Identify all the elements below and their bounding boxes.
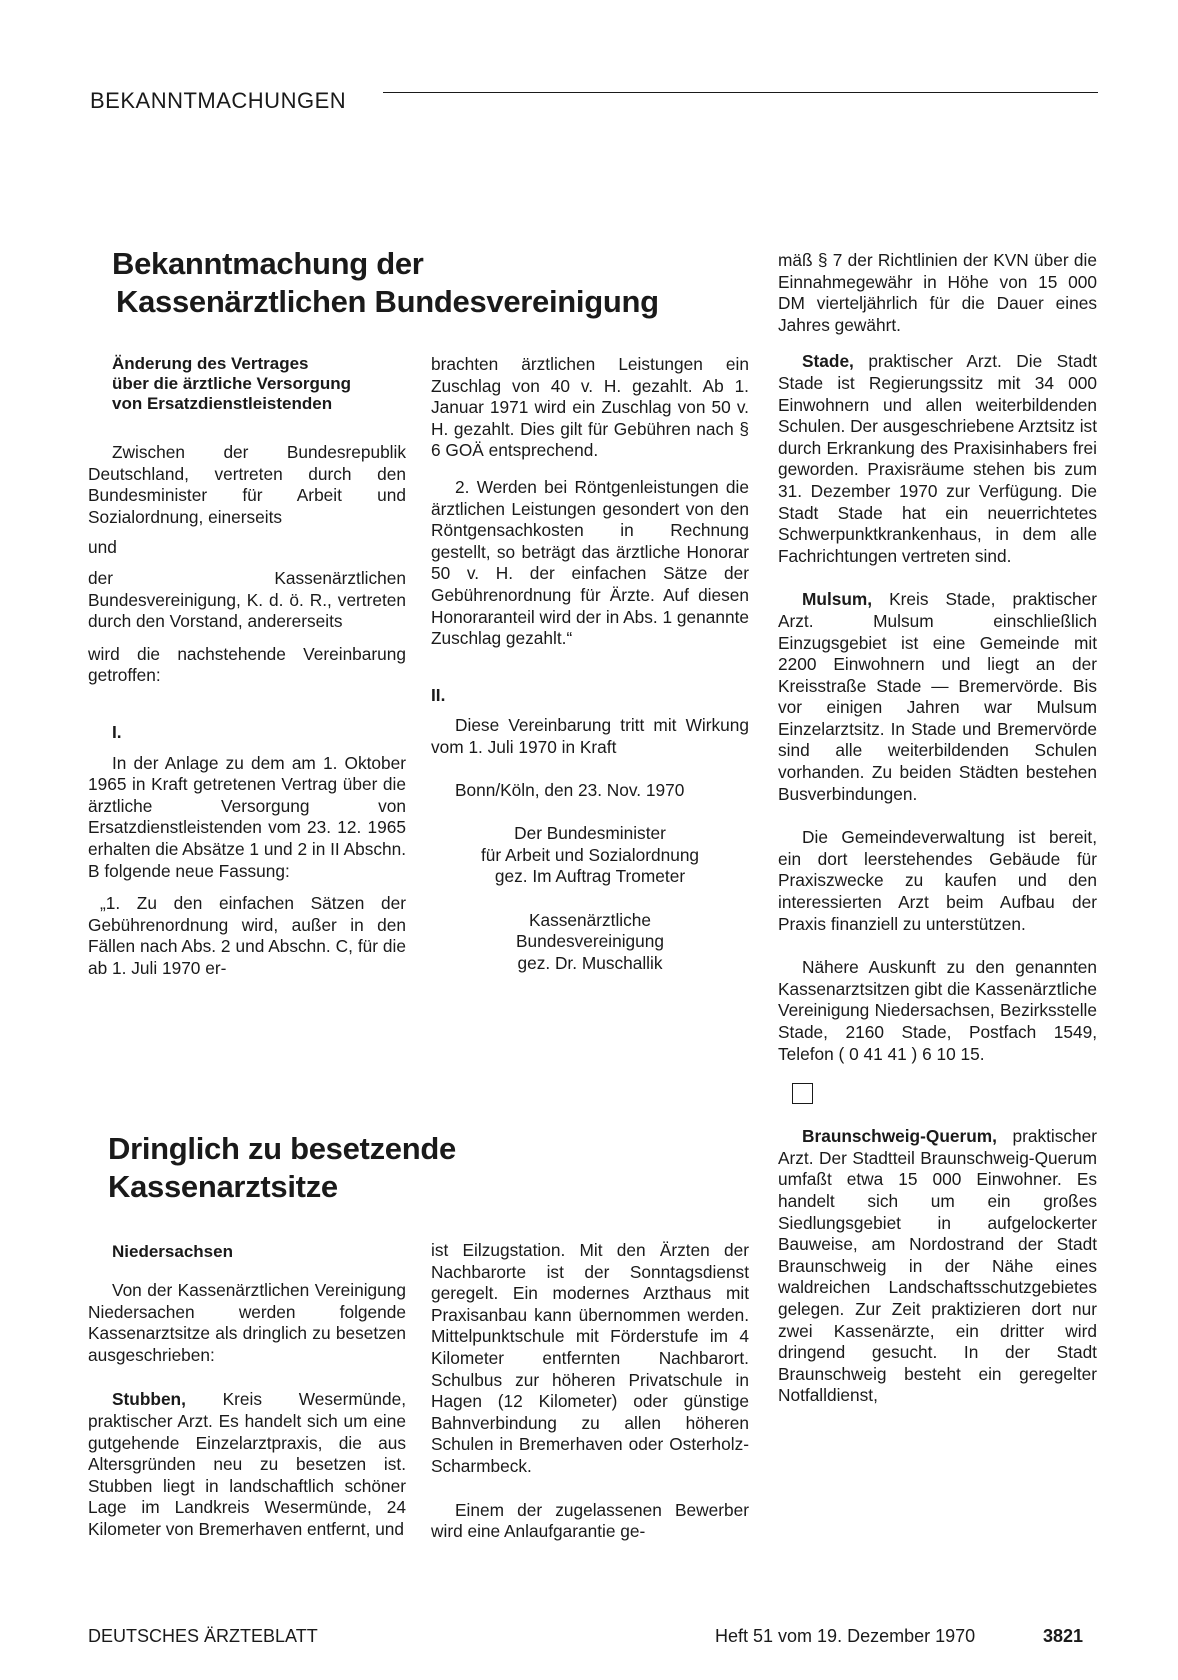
listing-mulsum-title: Mulsum,	[802, 589, 873, 610]
article2-title-line2: Kassenarztsitze	[108, 1169, 338, 1204]
article1-subtitle-line1: Änderung des Vertrages	[112, 354, 309, 373]
article1-paragraph: der Kassenärztlichen Bundesvereinigung, K. d. ö. R., vertreten durch den Vorstand, andererseits	[88, 567, 406, 632]
article2-title-line1: Dringlich zu besetzende	[108, 1131, 456, 1166]
signature-line: gez. Im Auftrag Trometer	[494, 866, 686, 887]
signature-line: Kassenärztliche	[529, 909, 651, 930]
article1-subtitle-line2: über die ärztliche Versorgung	[112, 374, 352, 393]
article2-paragraph: Von der Kassenärztlichen Vereinigung Niedersachen werden folgende Kassenarztsitze als dringlich zu besetzen ausgeschrieben:	[88, 1280, 406, 1365]
footer-journal: DEUTSCHES ÄRZTEBLATT	[88, 1626, 318, 1646]
listing-braunschweig	[778, 1126, 1097, 1407]
right-paragraph: Die Gemeindeverwaltung ist bereit, ein dort leerstehendes Gebäude für Praxiszwecke zu kaufen und den interessierten Arzt beim Aufbau der Praxis finanziell zu unterstützen.	[778, 827, 1097, 934]
article2-region: Niedersachsen	[112, 1242, 233, 1261]
article1-place-date: Bonn/Köln, den 23. Nov. 1970	[455, 779, 685, 800]
listing-stade-text: praktischer Arzt. Die Stadt Stade ist Regierungssitz mit 34 000 Einwohnern und allen weiterbildenden Schulen. Der ausgeschriebene Arztsitz ist durch Erkrankung des Praxisinhabers frei geworden. Praxisräume stehen bis zum 31. Dezember 1970 zur Verfügung. Die Stadt Stade hat ein neuerrichtetes Schwerpunktkrankenhaus, in dem alle Fachrichtungen vertreten sind.	[778, 351, 1097, 566]
listing-braunschweig-title: Braunschweig-Querum,	[802, 1126, 997, 1147]
right-paragraph: mäß § 7 der Richtlinien der KVN über die Einnahmegewähr in Höhe von 15 000 DM vierteljährlich für die Dauer eines Jahres gewährt.	[778, 250, 1097, 335]
section-label: BEKANNTMACHUNGEN	[90, 88, 347, 113]
article1-section-ii: II.	[431, 684, 446, 705]
article2-column-1	[88, 1242, 406, 1541]
article1-paragraph: 2. Werden bei Röntgenleistungen die ärztlichen Leistungen gesondert von den Röntgensachkosten in Rechnung gestellt, so beträgt das ärztliche Honorar 50 v. H. der einfachen Sätze der Gebührenordnung für Ärzte. Auf diesen Honoraranteil wird der in Abs. 1 genannte Zuschlag gezahlt.“	[431, 476, 749, 649]
signature-line: für Arbeit und Sozialordnung	[480, 844, 700, 865]
listing-mulsum	[778, 589, 1097, 805]
right-column	[778, 250, 1097, 1407]
right-paragraph: Nähere Auskunft zu den genannten Kassenarztsitzen gibt die Kassenärztliche Vereinigung Niedersachsen, Bezirksstelle Stade, 2160 Stade, Postfach 1549, Telefon ( 0 41 41 ) 6 10 15.	[778, 957, 1097, 1064]
article1-paragraph: „1. Zu den einfachen Sätzen der Gebührenordnung wird, außer in den Fällen nach Abs. 2 und Abschn. C, für die ab 1. Juli 1970 er-	[88, 893, 406, 978]
article2-paragraph: Einem der zugelassenen Bewerber wird eine Anlaufgarantie ge-	[431, 1499, 749, 1542]
listing-stubben	[88, 1389, 406, 1540]
listing-stade-title: Stade,	[802, 351, 854, 372]
listing-mulsum-text: Kreis Stade, praktischer Arzt. Mulsum einschließlich Einzugsgebiet ist eine Gemeinde mit 2200 Einwohnern und liegt an der Kreisstraße Stade — Bremervörde. Bis vor einigen Jahren war Mulsum Einzelarztsitz. In Stade und Bremervörde sind alle weiterbildenden Schulen vorhanden. Zu beiden Städten bestehen Busverbindungen.	[778, 589, 1097, 804]
article1-subtitle	[112, 354, 406, 414]
footer-issue: Heft 51 vom 19. Dezember 1970	[715, 1626, 976, 1646]
listing-stade	[778, 351, 1097, 567]
footer-page-number: 3821	[1043, 1626, 1084, 1646]
article1-title-line1: Bekanntmachung der	[112, 246, 424, 281]
listing-stubben-text: Kreis Wesermünde, praktischer Arzt. Es handelt sich um eine gutgehende Einzelarztpraxis, die aus Altersgründen neu zu besetzen ist. Stubben liegt in landschaftlich schöner Lage im Landkreis Wesermünde, 24 Kilometer von Bremerhaven entfernt, und	[88, 1389, 406, 1539]
listing-braunschweig-text: praktischer Arzt. Der Stadtteil Braunschweig-Querum umfaßt etwa 15 000 Einwohner. Es handelt sich um ein großes Siedlungsgebiet in aufgelockerter Bauweise, am Nordostrand der Stadt Braunschweig in der Nähe eines waldreichen Landschaftsschutzgebietes gelegen. Zur Zeit praktizieren dort nur zwei Kassenärzte, ein dritter wird dringend gesucht. In der Stadt Braunschweig besteht ein geregelter Notfalldienst,	[778, 1126, 1097, 1406]
end-of-section-box-icon	[792, 1083, 813, 1104]
article2-title	[108, 1130, 456, 1206]
article1-paragraph: brachten ärztlichen Leistungen ein Zuschlag von 40 v. H. gezahlt. Ab 1. Januar 1971 wird ein Zuschlag von 50 v. H. gezahlt. Dies gilt für Gebühren nach § 6 GOÄ entsprechend.	[431, 354, 749, 461]
article1-paragraph: In der Anlage zu dem am 1. Oktober 1965 in Kraft getretenen Vertrag über die ärztliche Versorgung von Ersatzdienstleistenden vom 23. 12. 1965 erhalten die Absätze 1 und 2 in II Abschn. B folgende neue Fassung:	[88, 752, 407, 881]
signature-kbv	[431, 910, 749, 975]
signature-line: Bundesvereinigung	[516, 931, 664, 952]
article1-paragraph: wird die nachstehende Vereinbarung getroffen:	[88, 643, 406, 686]
article1-paragraph: Diese Vereinbarung tritt mit Wirkung vom 1. Juli 1970 in Kraft	[431, 715, 749, 757]
article1-section-i: I.	[112, 721, 122, 742]
listing-stubben-title: Stubben,	[112, 1389, 186, 1410]
article1-title-line2: Kassenärztlichen Bundesvereinigung	[116, 284, 659, 319]
article1-column-2	[431, 354, 749, 975]
signature-line: Der Bundesminister	[514, 823, 666, 844]
article1-column-1	[88, 354, 406, 979]
article1-title	[112, 245, 659, 321]
article2-column-2	[431, 1240, 749, 1543]
article1-paragraph: Zwischen der Bundesrepublik Deutschland, vertreten durch den Bundesminister für Arbeit und Sozialordnung, einerseits	[88, 442, 406, 527]
article1-paragraph: und	[88, 537, 117, 558]
article2-paragraph: ist Eilzugstation. Mit den Ärzten der Nachbarorte ist der Sonntagsdienst geregelt. Ein modernes Arzthaus mit Praxisanbau kann übernommen werden. Mittelpunktschule mit Förderstufe im 4 Kilometer entfernten Nachbarort. Schulbus zur höheren Privatschule in Hagen (12 Kilometer) oder günstige Bahnverbindung zu allen höheren Schulen in Bremerhaven oder Osterholz-Scharmbeck.	[431, 1240, 749, 1476]
signature-minister	[431, 823, 749, 888]
signature-line: gez. Dr. Muschallik	[517, 953, 663, 974]
header-rule	[383, 92, 1098, 93]
article1-subtitle-line3: von Ersatzdienstleistenden	[112, 394, 333, 413]
